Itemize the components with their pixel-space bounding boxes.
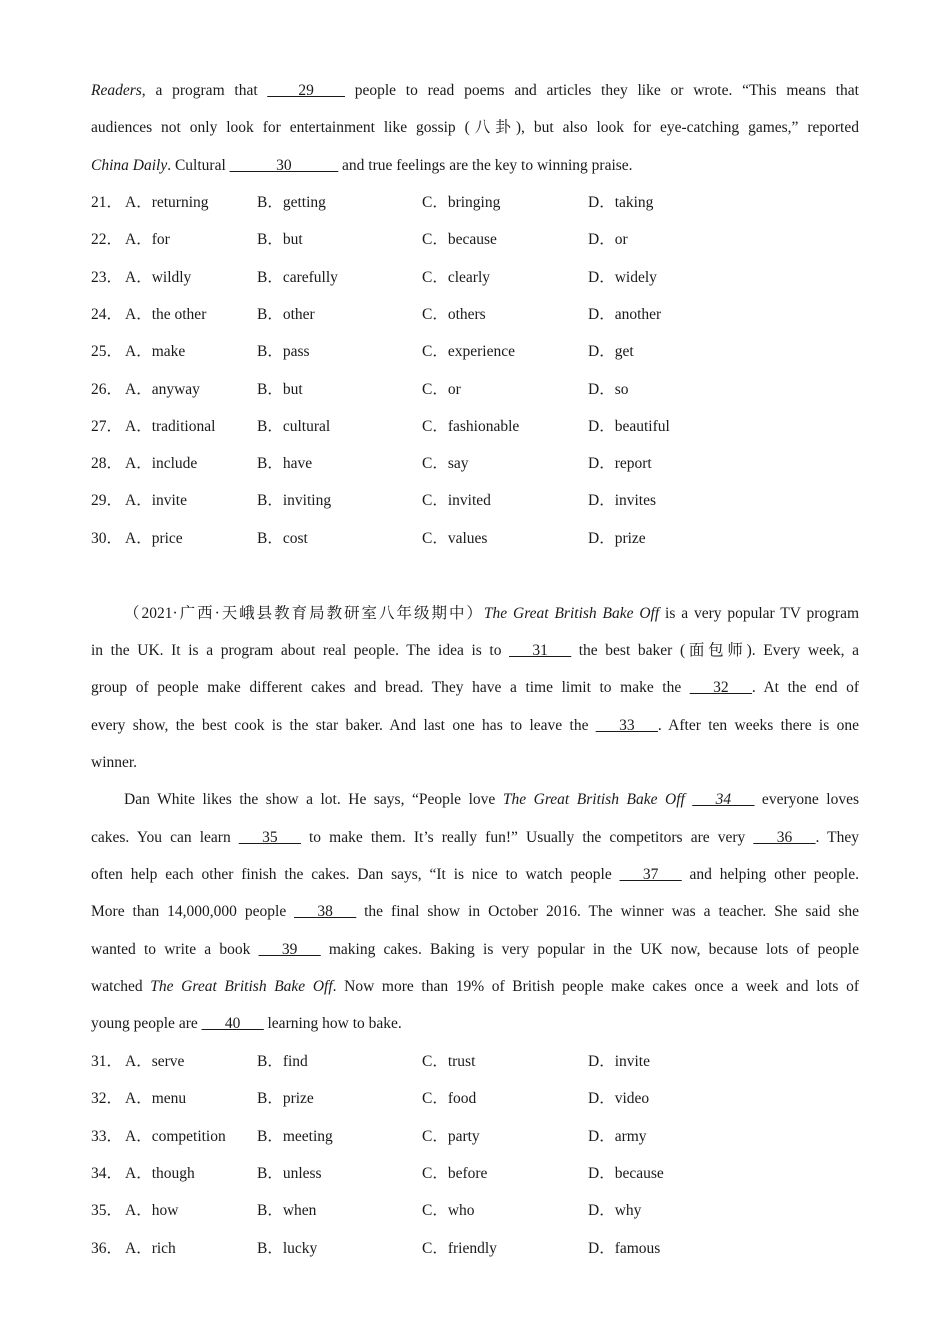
text: often help each other finish the cakes. Dan says, “It is nice to watch people	[91, 866, 620, 883]
text: , a program that	[141, 82, 268, 99]
text: people to read poems and articles they like or wrote. “This means that	[344, 82, 859, 99]
blank-37: ___37___	[619, 866, 682, 883]
program-title: The Great British Bake Off	[502, 791, 685, 808]
option-a[interactable]: A．rich	[125, 1239, 176, 1257]
text: . At the end of	[751, 679, 859, 696]
question-number: 30．	[91, 529, 123, 547]
text: and true feelings are the key to winning praise.	[338, 157, 633, 174]
option-d[interactable]: D．another	[588, 305, 662, 323]
option-b[interactable]: B．lucky	[257, 1239, 318, 1257]
option-d[interactable]: D．get	[588, 343, 634, 361]
question-row	[91, 1052, 859, 1072]
option-a[interactable]: A．returning	[125, 194, 209, 211]
option-c[interactable]: C．friendly	[422, 1239, 497, 1257]
text: audiences not only look for entertainment like gossip (八卦), but also look for eye-catching games,” reported	[91, 119, 859, 136]
blank-39: ___39___	[258, 941, 321, 958]
option-c[interactable]: C．clearly	[422, 268, 491, 286]
text: to make them. It’s really fun!” Usually the competitors are very	[300, 829, 754, 846]
question-number: 33．	[91, 1127, 123, 1145]
text: the final show in October 2016. The winner was a teacher. She said she	[356, 903, 859, 920]
passage2-line-11	[91, 977, 859, 997]
question-number: 28．	[91, 455, 123, 473]
option-d[interactable]: D．why	[588, 1202, 642, 1220]
question-number: 24．	[91, 305, 123, 323]
question-row	[91, 417, 859, 437]
option-c[interactable]: C．party	[422, 1127, 480, 1145]
option-c[interactable]: C．invited	[422, 492, 491, 510]
question-row	[91, 268, 859, 288]
option-a[interactable]: A．include	[125, 455, 198, 473]
option-a[interactable]: A．traditional	[125, 417, 216, 435]
option-c[interactable]: C．before	[422, 1164, 488, 1182]
option-b[interactable]: B．getting	[257, 194, 326, 211]
option-c[interactable]: C．because	[422, 231, 497, 249]
option-d[interactable]: D．army	[588, 1127, 647, 1145]
option-a[interactable]: A．invite	[125, 492, 187, 510]
blank-32: ___32___	[689, 679, 752, 696]
question-row	[91, 1201, 859, 1221]
option-c[interactable]: C．or	[422, 380, 461, 398]
question-row	[91, 1239, 859, 1259]
blank-38: ___38___	[294, 903, 357, 920]
question-number: 36．	[91, 1239, 123, 1257]
question-number: 31．	[91, 1053, 123, 1070]
source-label: （2021·广西·天峨县教育局教研室八年级期中）	[124, 605, 484, 622]
blank-29: ____29____	[267, 82, 345, 99]
text: wanted to write a book	[91, 941, 259, 958]
text: . They	[815, 829, 860, 846]
text: everyone loves	[754, 791, 859, 808]
passage1-line-1	[91, 81, 859, 101]
option-b[interactable]: B．when	[257, 1202, 317, 1220]
option-a[interactable]: A．though	[125, 1164, 195, 1182]
question-number: 21．	[91, 194, 123, 211]
option-c[interactable]: C．values	[422, 529, 488, 547]
passage2-line-9	[91, 902, 859, 922]
option-c[interactable]: C．food	[422, 1090, 477, 1108]
option-d[interactable]: D．widely	[588, 268, 657, 286]
blank-40: ___40___	[201, 1015, 264, 1032]
text: young people are	[91, 1015, 202, 1032]
option-a[interactable]: A．serve	[125, 1053, 185, 1070]
question-number: 32．	[91, 1090, 123, 1108]
passage1-line-2	[91, 118, 859, 138]
question-row	[91, 1127, 859, 1147]
question-number: 26．	[91, 380, 123, 398]
text: the best baker (面包师). Every week, a	[571, 642, 859, 659]
question-row	[91, 380, 859, 400]
question-number: 23．	[91, 268, 123, 286]
option-b[interactable]: B．meeting	[257, 1127, 333, 1145]
option-a[interactable]: A．wildly	[125, 268, 192, 286]
option-c[interactable]: C．fashionable	[422, 417, 520, 435]
blank-33: ___33___	[595, 717, 658, 734]
text: . Cultural	[167, 157, 230, 174]
question-row	[91, 1164, 859, 1184]
question-number: 35．	[91, 1202, 123, 1220]
text: More than 14,000,000 people	[91, 903, 295, 920]
text: Readers	[91, 82, 142, 99]
question-number: 34．	[91, 1164, 123, 1182]
option-d[interactable]: D．beautiful	[588, 417, 670, 435]
option-a[interactable]: A．anyway	[125, 380, 200, 398]
program-title: The Great British Bake Off	[483, 605, 660, 622]
text: cakes. You can learn	[91, 829, 239, 846]
text: group of people make different cakes and bread. They have a time limit to make the	[91, 679, 690, 696]
text: learning how to bake.	[263, 1015, 402, 1032]
blank-34: ___34___	[692, 791, 755, 808]
passage2-line-7	[91, 828, 859, 848]
option-b[interactable]: B．inviting	[257, 492, 332, 510]
option-d[interactable]: D．taking	[588, 194, 654, 211]
question-row	[91, 529, 859, 549]
option-b[interactable]: B．cultural	[257, 417, 331, 435]
option-a[interactable]: A．menu	[125, 1090, 187, 1108]
text: winner.	[91, 754, 138, 771]
option-c[interactable]: C．who	[422, 1202, 475, 1220]
option-c[interactable]: C．trust	[422, 1053, 476, 1070]
option-c[interactable]: C．experience	[422, 343, 515, 361]
text: . After ten weeks there is one	[657, 717, 859, 734]
option-c[interactable]: C．bringing	[422, 194, 501, 211]
question-row	[91, 305, 859, 325]
text: is a very popular TV program	[659, 605, 860, 622]
passage2-line-4	[91, 716, 859, 736]
option-a[interactable]: A．how	[125, 1202, 179, 1220]
question-row	[91, 454, 859, 474]
text: and helping other people.	[681, 866, 859, 883]
text: making cakes. Baking is very popular in the UK now, because lots of people	[320, 941, 859, 958]
text: watched	[91, 978, 151, 995]
option-c[interactable]: C．others	[422, 305, 486, 323]
question-number: 25．	[91, 343, 123, 361]
passage1-line-3	[91, 156, 859, 176]
blank-35: ___35___	[238, 829, 301, 846]
option-d[interactable]: D．video	[588, 1090, 650, 1108]
text: . Now more than 19% of British people make cakes once a week and lots of	[332, 978, 860, 995]
question-number: 29．	[91, 492, 123, 510]
option-b[interactable]: B．pass	[257, 343, 310, 361]
passage2-line-1	[124, 604, 859, 624]
option-b[interactable]: B．find	[257, 1053, 308, 1070]
option-d[interactable]: D．or	[588, 231, 628, 249]
option-b[interactable]: B．other	[257, 305, 315, 323]
text: every show, the best cook is the star baker. And last one has to leave the	[91, 717, 596, 734]
option-a[interactable]: A．make	[125, 343, 186, 361]
text: China Daily	[91, 157, 168, 174]
program-title: The Great British Bake Off	[150, 978, 333, 995]
passage2-line-10	[91, 940, 859, 960]
option-d[interactable]: D．famous	[588, 1239, 661, 1257]
question-number: 22．	[91, 231, 123, 249]
option-b[interactable]: B．unless	[257, 1164, 322, 1182]
option-b[interactable]: B．prize	[257, 1090, 314, 1108]
text: in the UK. It is a program about real people. The idea is to	[91, 642, 510, 659]
option-a[interactable]: A．competition	[125, 1127, 226, 1145]
passage2-line-5	[91, 753, 859, 773]
question-number: 27．	[91, 417, 123, 435]
text: Dan White likes the show a lot. He says, “People love	[124, 791, 503, 808]
blank-30: ______30______	[229, 157, 339, 174]
option-a[interactable]: A．for	[125, 231, 170, 249]
option-d[interactable]: D．because	[588, 1164, 664, 1182]
option-d[interactable]: D．prize	[588, 529, 646, 547]
question-row	[91, 193, 859, 213]
option-a[interactable]: A．price	[125, 529, 183, 547]
option-b[interactable]: B．but	[257, 231, 303, 249]
option-b[interactable]: B．have	[257, 455, 313, 473]
question-row	[91, 230, 859, 250]
blank-36: ___36___	[753, 829, 816, 846]
blank-31: ___31___	[509, 642, 572, 659]
question-row	[91, 491, 859, 511]
option-c[interactable]: C．say	[422, 455, 469, 473]
passage2-line-2	[91, 641, 859, 661]
option-d[interactable]: D．invite	[588, 1053, 650, 1070]
option-b[interactable]: B．carefully	[257, 268, 338, 286]
passage2-line-3	[91, 678, 859, 698]
option-b[interactable]: B．but	[257, 380, 303, 398]
question-row	[91, 1089, 859, 1109]
option-a[interactable]: A．the other	[125, 305, 207, 323]
option-d[interactable]: D．invites	[588, 492, 657, 510]
passage2-line-12	[91, 1014, 859, 1034]
passage2-line-8	[91, 865, 859, 885]
passage2-line-6	[124, 790, 859, 810]
option-b[interactable]: B．cost	[257, 529, 308, 547]
option-d[interactable]: D．so	[588, 380, 629, 398]
question-row	[91, 342, 859, 362]
option-d[interactable]: D．report	[588, 455, 652, 473]
